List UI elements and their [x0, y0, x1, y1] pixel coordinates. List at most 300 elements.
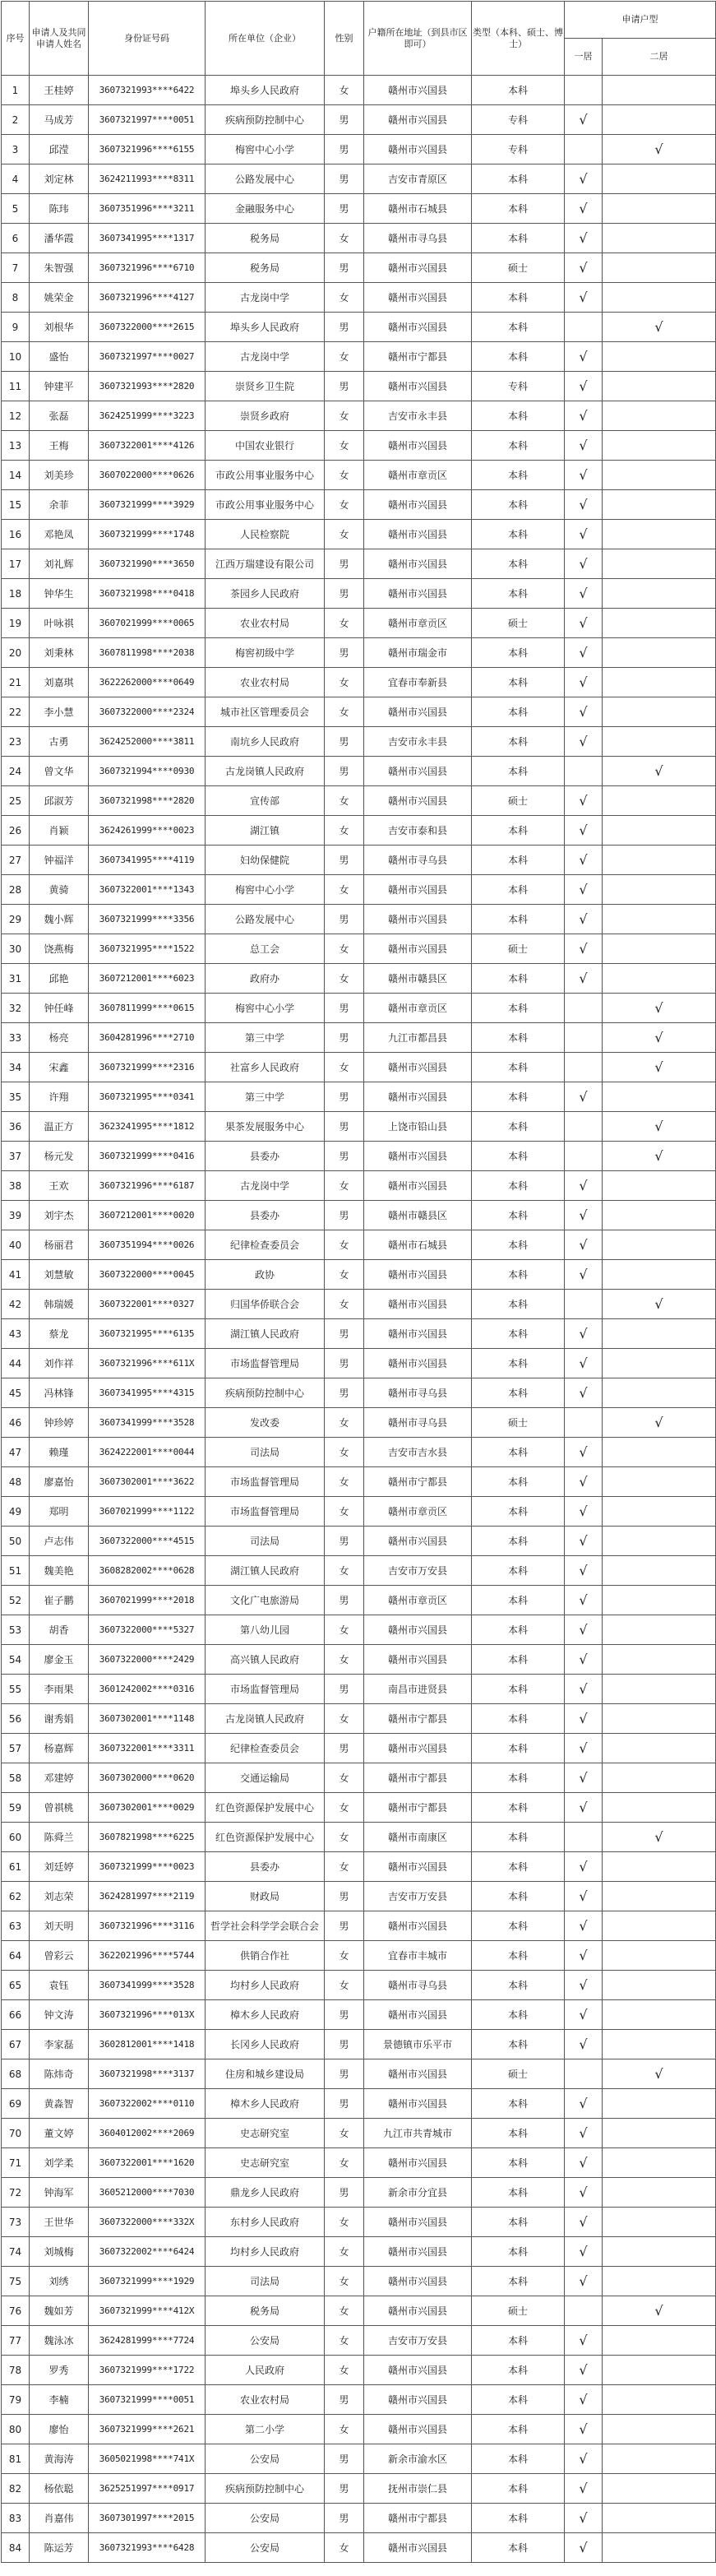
cell-id: 3624222001****0044 — [89, 1438, 206, 1467]
cell-type: 本科 — [472, 816, 565, 846]
cell-gender: 女 — [325, 1260, 364, 1290]
cell-type: 硕士 — [472, 253, 565, 283]
cell-seq: 53 — [2, 1615, 30, 1645]
cell-seq: 16 — [2, 520, 30, 549]
cell-unit: 城市社区管理委员会 — [206, 697, 325, 727]
cell-second — [603, 2237, 716, 2267]
cell-address: 赣州市寻乌县 — [364, 1378, 472, 1408]
table-row — [2, 786, 716, 816]
cell-unit: 人民检察院 — [206, 520, 325, 549]
cell-address: 吉安市万安县 — [364, 1556, 472, 1586]
cell-seq: 78 — [2, 2356, 30, 2385]
cell-name: 钟建平 — [30, 372, 89, 401]
cell-name: 郑明 — [30, 1497, 89, 1527]
cell-id: 3607021999****1122 — [89, 1497, 206, 1527]
cell-first: √ — [565, 2208, 603, 2237]
cell-unit: 住房和城乡建设局 — [206, 2059, 325, 2089]
cell-type: 本科 — [472, 668, 565, 697]
cell-first: √ — [565, 816, 603, 846]
cell-type: 本科 — [472, 2267, 565, 2296]
table-row — [2, 1408, 716, 1438]
cell-type: 本科 — [472, 1823, 565, 1852]
table-row — [2, 2030, 716, 2059]
table-row — [2, 816, 716, 846]
cell-gender: 女 — [325, 2208, 364, 2237]
cell-address: 吉安市万安县 — [364, 2326, 472, 2356]
cell-unit: 江西万瑞建设有限公司 — [206, 549, 325, 579]
cell-type: 本科 — [472, 490, 565, 520]
cell-name: 张磊 — [30, 401, 89, 431]
cell-type: 本科 — [472, 2089, 565, 2119]
cell-name: 钟福洋 — [30, 846, 89, 875]
cell-type: 本科 — [472, 579, 565, 609]
cell-gender: 女 — [325, 1230, 364, 1260]
cell-first: √ — [565, 905, 603, 934]
cell-address: 赣州市兴国县 — [364, 2089, 472, 2119]
cell-unit: 宣传部 — [206, 786, 325, 816]
table-row — [2, 905, 716, 934]
cell-seq: 71 — [2, 2148, 30, 2178]
cell-id: 3601242002****0316 — [89, 1675, 206, 1704]
cell-id: 3607322001****4126 — [89, 431, 206, 461]
cell-type: 本科 — [472, 2504, 565, 2533]
table-row — [2, 1793, 716, 1823]
cell-name: 杨嘉辉 — [30, 1734, 89, 1763]
cell-id: 3607811998****2038 — [89, 638, 206, 668]
cell-first: √ — [565, 934, 603, 964]
cell-gender: 女 — [325, 2415, 364, 2444]
table-row — [2, 1882, 716, 1911]
table-row — [2, 1645, 716, 1675]
cell-seq: 80 — [2, 2415, 30, 2444]
cell-name: 刘礼辉 — [30, 549, 89, 579]
cell-seq: 10 — [2, 342, 30, 372]
cell-seq: 39 — [2, 1201, 30, 1230]
cell-name: 盛怡 — [30, 342, 89, 372]
table-row — [2, 2208, 716, 2237]
cell-first — [565, 1290, 603, 1319]
cell-address: 赣州市兴国县 — [364, 1615, 472, 1645]
cell-name: 钟海军 — [30, 2178, 89, 2208]
cell-address: 赣州市兴国县 — [364, 2385, 472, 2415]
cell-gender: 男 — [325, 994, 364, 1023]
cell-id: 3607351996****3211 — [89, 194, 206, 224]
cell-address: 赣州市兴国县 — [364, 520, 472, 549]
cell-second — [603, 1793, 716, 1823]
cell-id: 3622021996****5744 — [89, 1941, 206, 1971]
cell-type: 本科 — [472, 1911, 565, 1941]
cell-gender: 女 — [325, 1823, 364, 1852]
cell-seq: 27 — [2, 846, 30, 875]
cell-gender: 女 — [325, 1467, 364, 1497]
table-row — [2, 668, 716, 697]
cell-gender: 女 — [325, 2356, 364, 2385]
cell-name: 余菲 — [30, 490, 89, 520]
cell-second: √ — [603, 1142, 716, 1171]
cell-second — [603, 431, 716, 461]
cell-name: 赖瑾 — [30, 1438, 89, 1467]
cell-name: 王梅 — [30, 431, 89, 461]
cell-id: 3607321998****2820 — [89, 786, 206, 816]
cell-gender: 女 — [325, 2267, 364, 2296]
cell-second: √ — [603, 1023, 716, 1053]
cell-name: 刘天明 — [30, 1911, 89, 1941]
cell-type: 本科 — [472, 2237, 565, 2267]
cell-unit: 市政公用事业服务中心 — [206, 461, 325, 490]
cell-first — [565, 1823, 603, 1852]
cell-unit: 长冈乡人民政府 — [206, 2030, 325, 2059]
cell-address: 赣州市南康区 — [364, 1823, 472, 1852]
cell-id: 3624281999****7724 — [89, 2326, 206, 2356]
cell-type: 本科 — [472, 342, 565, 372]
cell-name: 廖嘉怡 — [30, 1467, 89, 1497]
cell-first: √ — [565, 2030, 603, 2059]
cell-unit: 县委办 — [206, 1852, 325, 1882]
cell-name: 刘廷婷 — [30, 1852, 89, 1882]
cell-address: 赣州市赣县区 — [364, 964, 472, 994]
cell-address: 赣州市兴国县 — [364, 253, 472, 283]
cell-name: 陈玮 — [30, 194, 89, 224]
cell-address: 赣州市兴国县 — [364, 786, 472, 816]
cell-address: 赣州市赣县区 — [364, 1201, 472, 1230]
cell-second — [603, 1260, 716, 1290]
cell-type: 硕士 — [472, 609, 565, 638]
cell-seq: 22 — [2, 697, 30, 727]
cell-first: √ — [565, 283, 603, 313]
cell-seq: 13 — [2, 431, 30, 461]
cell-name: 李雨果 — [30, 1675, 89, 1704]
cell-unit: 南坑乡人民政府 — [206, 727, 325, 757]
cell-id: 3607321999****3356 — [89, 905, 206, 934]
cell-id: 3607302000****0620 — [89, 1763, 206, 1793]
cell-second — [603, 609, 716, 638]
cell-seq: 65 — [2, 1971, 30, 2000]
cell-gender: 男 — [325, 135, 364, 164]
cell-seq: 30 — [2, 934, 30, 964]
cell-type: 本科 — [472, 1675, 565, 1704]
table-row — [2, 401, 716, 431]
cell-id: 3624252000****3811 — [89, 727, 206, 757]
cell-unit: 司法局 — [206, 2267, 325, 2296]
cell-name: 刘绣 — [30, 2267, 89, 2296]
cell-address: 赣州市兴国县 — [364, 1645, 472, 1675]
cell-type: 本科 — [472, 1438, 565, 1467]
table-row — [2, 994, 716, 1023]
cell-type: 本科 — [472, 1290, 565, 1319]
table-row — [2, 1941, 716, 1971]
cell-seq: 37 — [2, 1142, 30, 1171]
cell-seq: 14 — [2, 461, 30, 490]
cell-seq: 41 — [2, 1260, 30, 1290]
cell-address: 赣州市宁都县 — [364, 342, 472, 372]
cell-type: 本科 — [472, 2356, 565, 2385]
cell-name: 钟任峰 — [30, 994, 89, 1023]
cell-second — [603, 2089, 716, 2119]
cell-unit: 总工会 — [206, 934, 325, 964]
cell-first: √ — [565, 520, 603, 549]
cell-unit: 农业农村局 — [206, 668, 325, 697]
cell-type: 本科 — [472, 638, 565, 668]
cell-gender: 女 — [325, 2296, 364, 2326]
cell-name: 陈炜奇 — [30, 2059, 89, 2089]
cell-type: 本科 — [472, 1053, 565, 1082]
cell-name: 杨亮 — [30, 1023, 89, 1053]
cell-unit: 政府办 — [206, 964, 325, 994]
cell-id: 3607321993****2820 — [89, 372, 206, 401]
cell-first: √ — [565, 224, 603, 253]
cell-second — [603, 727, 716, 757]
cell-first: √ — [565, 1527, 603, 1556]
cell-first: √ — [565, 964, 603, 994]
cell-first: √ — [565, 1704, 603, 1734]
cell-unit: 湖江镇人民政府 — [206, 1556, 325, 1586]
table-row — [2, 1704, 716, 1734]
cell-second: √ — [603, 2296, 716, 2326]
cell-seq: 11 — [2, 372, 30, 401]
cell-type: 硕士 — [472, 2059, 565, 2089]
cell-name: 钟珍婷 — [30, 1408, 89, 1438]
cell-second — [603, 1763, 716, 1793]
cell-gender: 男 — [325, 1349, 364, 1378]
cell-type: 本科 — [472, 875, 565, 905]
cell-gender: 男 — [325, 253, 364, 283]
cell-gender: 男 — [325, 1319, 364, 1349]
cell-gender: 男 — [325, 2504, 364, 2533]
table-row — [2, 1527, 716, 1556]
cell-address: 吉安市泰和县 — [364, 816, 472, 846]
cell-unit: 埠头乡人民政府 — [206, 76, 325, 105]
cell-id: 3607322001****1343 — [89, 875, 206, 905]
cell-first: √ — [565, 2148, 603, 2178]
cell-gender: 男 — [325, 579, 364, 609]
cell-seq: 72 — [2, 2178, 30, 2208]
cell-seq: 9 — [2, 313, 30, 342]
cell-unit: 纪律检查委员会 — [206, 1230, 325, 1260]
cell-gender: 男 — [325, 2474, 364, 2504]
cell-first: √ — [565, 2178, 603, 2208]
cell-type: 本科 — [472, 431, 565, 461]
cell-address: 上饶市铅山县 — [364, 1112, 472, 1142]
cell-seq: 63 — [2, 1911, 30, 1941]
table-row — [2, 1734, 716, 1763]
cell-address: 南昌市进贤县 — [364, 1675, 472, 1704]
cell-first: √ — [565, 490, 603, 520]
cell-type: 本科 — [472, 1763, 565, 1793]
cell-first: √ — [565, 431, 603, 461]
cell-unit: 史志研究室 — [206, 2148, 325, 2178]
cell-address: 赣州市兴国县 — [364, 135, 472, 164]
cell-address: 抚州市崇仁县 — [364, 2474, 472, 2504]
cell-second — [603, 224, 716, 253]
cell-unit: 史志研究室 — [206, 2119, 325, 2148]
cell-second — [603, 520, 716, 549]
cell-id: 3607321999****1929 — [89, 2267, 206, 2296]
cell-name: 邱艳 — [30, 964, 89, 994]
cell-first: √ — [565, 1941, 603, 1971]
cell-unit: 财政局 — [206, 1882, 325, 1911]
cell-unit: 古龙岗镇人民政府 — [206, 757, 325, 786]
cell-seq: 45 — [2, 1378, 30, 1408]
cell-seq: 55 — [2, 1675, 30, 1704]
cell-id: 3607321996****3116 — [89, 1911, 206, 1941]
cell-first: √ — [565, 1675, 603, 1704]
table-row — [2, 1971, 716, 2000]
cell-id: 3607321990****3650 — [89, 549, 206, 579]
table-row — [2, 2059, 716, 2089]
cell-unit: 妇幼保健院 — [206, 846, 325, 875]
cell-unit: 均村乡人民政府 — [206, 1971, 325, 2000]
cell-name: 杨元发 — [30, 1142, 89, 1171]
cell-unit: 司法局 — [206, 1438, 325, 1467]
cell-address: 赣州市兴国县 — [364, 2237, 472, 2267]
cell-type: 本科 — [472, 697, 565, 727]
table-row — [2, 1290, 716, 1319]
cell-type: 本科 — [472, 1793, 565, 1823]
cell-address: 赣州市兴国县 — [364, 2000, 472, 2030]
cell-type: 本科 — [472, 1586, 565, 1615]
cell-second: √ — [603, 994, 716, 1023]
cell-gender: 女 — [325, 2326, 364, 2356]
cell-unit: 供销合作社 — [206, 1941, 325, 1971]
cell-address: 九江市都昌县 — [364, 1023, 472, 1053]
cell-type: 专科 — [472, 372, 565, 401]
header-unit: 所在单位（企业） — [206, 2, 325, 76]
table-row — [2, 224, 716, 253]
cell-name: 冯林锋 — [30, 1378, 89, 1408]
cell-first: √ — [565, 1349, 603, 1378]
cell-unit: 樟木乡人民政府 — [206, 2089, 325, 2119]
cell-first — [565, 1023, 603, 1053]
table-row — [2, 1438, 716, 1467]
cell-address: 宜春市奉新县 — [364, 668, 472, 697]
table-row — [2, 1112, 716, 1142]
cell-name: 胡香 — [30, 1615, 89, 1645]
cell-gender: 女 — [325, 2533, 364, 2563]
cell-id: 3607321999****0051 — [89, 2385, 206, 2415]
cell-id: 3604012002****2069 — [89, 2119, 206, 2148]
table-body — [2, 76, 716, 2563]
table-row — [2, 934, 716, 964]
cell-type: 本科 — [472, 1882, 565, 1911]
cell-gender: 男 — [325, 1586, 364, 1615]
cell-seq: 5 — [2, 194, 30, 224]
cell-id: 3607341995****4119 — [89, 846, 206, 875]
cell-type: 硕士 — [472, 786, 565, 816]
cell-first — [565, 2296, 603, 2326]
cell-name: 肖嘉伟 — [30, 2504, 89, 2533]
cell-second — [603, 2326, 716, 2356]
cell-seq: 35 — [2, 1082, 30, 1112]
cell-gender: 男 — [325, 1082, 364, 1112]
cell-seq: 32 — [2, 994, 30, 1023]
cell-type: 本科 — [472, 1852, 565, 1882]
cell-first: √ — [565, 1378, 603, 1408]
cell-address: 赣州市兴国县 — [364, 549, 472, 579]
cell-seq: 2 — [2, 105, 30, 135]
cell-second — [603, 1704, 716, 1734]
cell-type: 本科 — [472, 164, 565, 194]
cell-first: √ — [565, 668, 603, 697]
cell-first: √ — [565, 786, 603, 816]
cell-unit: 埠头乡人民政府 — [206, 313, 325, 342]
cell-id: 3607322001****0327 — [89, 1290, 206, 1319]
cell-address: 赣州市兴国县 — [364, 2296, 472, 2326]
cell-gender: 女 — [325, 401, 364, 431]
cell-address: 赣州市兴国县 — [364, 2356, 472, 2385]
cell-id: 3607322000****2429 — [89, 1645, 206, 1675]
table-row — [2, 342, 716, 372]
application-table — [1, 1, 716, 2563]
cell-unit: 市政公用事业服务中心 — [206, 490, 325, 520]
cell-address: 赣州市兴国县 — [364, 2533, 472, 2563]
cell-first: √ — [565, 1171, 603, 1201]
cell-gender: 男 — [325, 372, 364, 401]
cell-first: √ — [565, 727, 603, 757]
cell-first: √ — [565, 1586, 603, 1615]
cell-gender: 女 — [325, 342, 364, 372]
cell-gender: 女 — [325, 1704, 364, 1734]
cell-first — [565, 1142, 603, 1171]
cell-name: 马成芳 — [30, 105, 89, 135]
cell-unit: 税务局 — [206, 224, 325, 253]
cell-gender: 男 — [325, 194, 364, 224]
cell-second — [603, 1497, 716, 1527]
cell-second — [603, 76, 716, 105]
cell-gender: 男 — [325, 105, 364, 135]
cell-gender: 女 — [325, 283, 364, 313]
cell-first — [565, 135, 603, 164]
cell-type: 本科 — [472, 1527, 565, 1556]
cell-id: 3607322000****332X — [89, 2208, 206, 2237]
cell-name: 杨依聪 — [30, 2474, 89, 2504]
cell-seq: 58 — [2, 1763, 30, 1793]
cell-unit: 市场监督管理局 — [206, 1497, 325, 1527]
cell-second — [603, 1438, 716, 1467]
cell-id: 3607322002****6424 — [89, 2237, 206, 2267]
cell-address: 赣州市宁都县 — [364, 1793, 472, 1823]
table-row — [2, 2296, 716, 2326]
cell-seq: 24 — [2, 757, 30, 786]
cell-second — [603, 1527, 716, 1556]
cell-second — [603, 905, 716, 934]
cell-address: 赣州市兴国县 — [364, 313, 472, 342]
cell-second: √ — [603, 135, 716, 164]
cell-id: 3624211993****8311 — [89, 164, 206, 194]
cell-seq: 52 — [2, 1586, 30, 1615]
cell-second — [603, 1230, 716, 1260]
cell-gender: 男 — [325, 549, 364, 579]
cell-id: 3604281996****2710 — [89, 1023, 206, 1053]
table-row — [2, 490, 716, 520]
cell-second — [603, 1645, 716, 1675]
cell-type: 本科 — [472, 2326, 565, 2356]
cell-first: √ — [565, 2326, 603, 2356]
cell-type: 本科 — [472, 1112, 565, 1142]
cell-seq: 66 — [2, 2000, 30, 2030]
cell-address: 吉安市万安县 — [364, 1882, 472, 1911]
cell-id: 3608282002****0628 — [89, 1556, 206, 1586]
cell-address: 赣州市兴国县 — [364, 875, 472, 905]
cell-gender: 男 — [325, 1023, 364, 1053]
cell-gender: 女 — [325, 1645, 364, 1675]
cell-second — [603, 579, 716, 609]
cell-unit: 东村乡人民政府 — [206, 2208, 325, 2237]
cell-second — [603, 2533, 716, 2563]
cell-gender: 男 — [325, 2059, 364, 2089]
cell-unit: 疾病预防控制中心 — [206, 2474, 325, 2504]
cell-id: 3607302001****1148 — [89, 1704, 206, 1734]
cell-id: 3607301997****2015 — [89, 2504, 206, 2533]
